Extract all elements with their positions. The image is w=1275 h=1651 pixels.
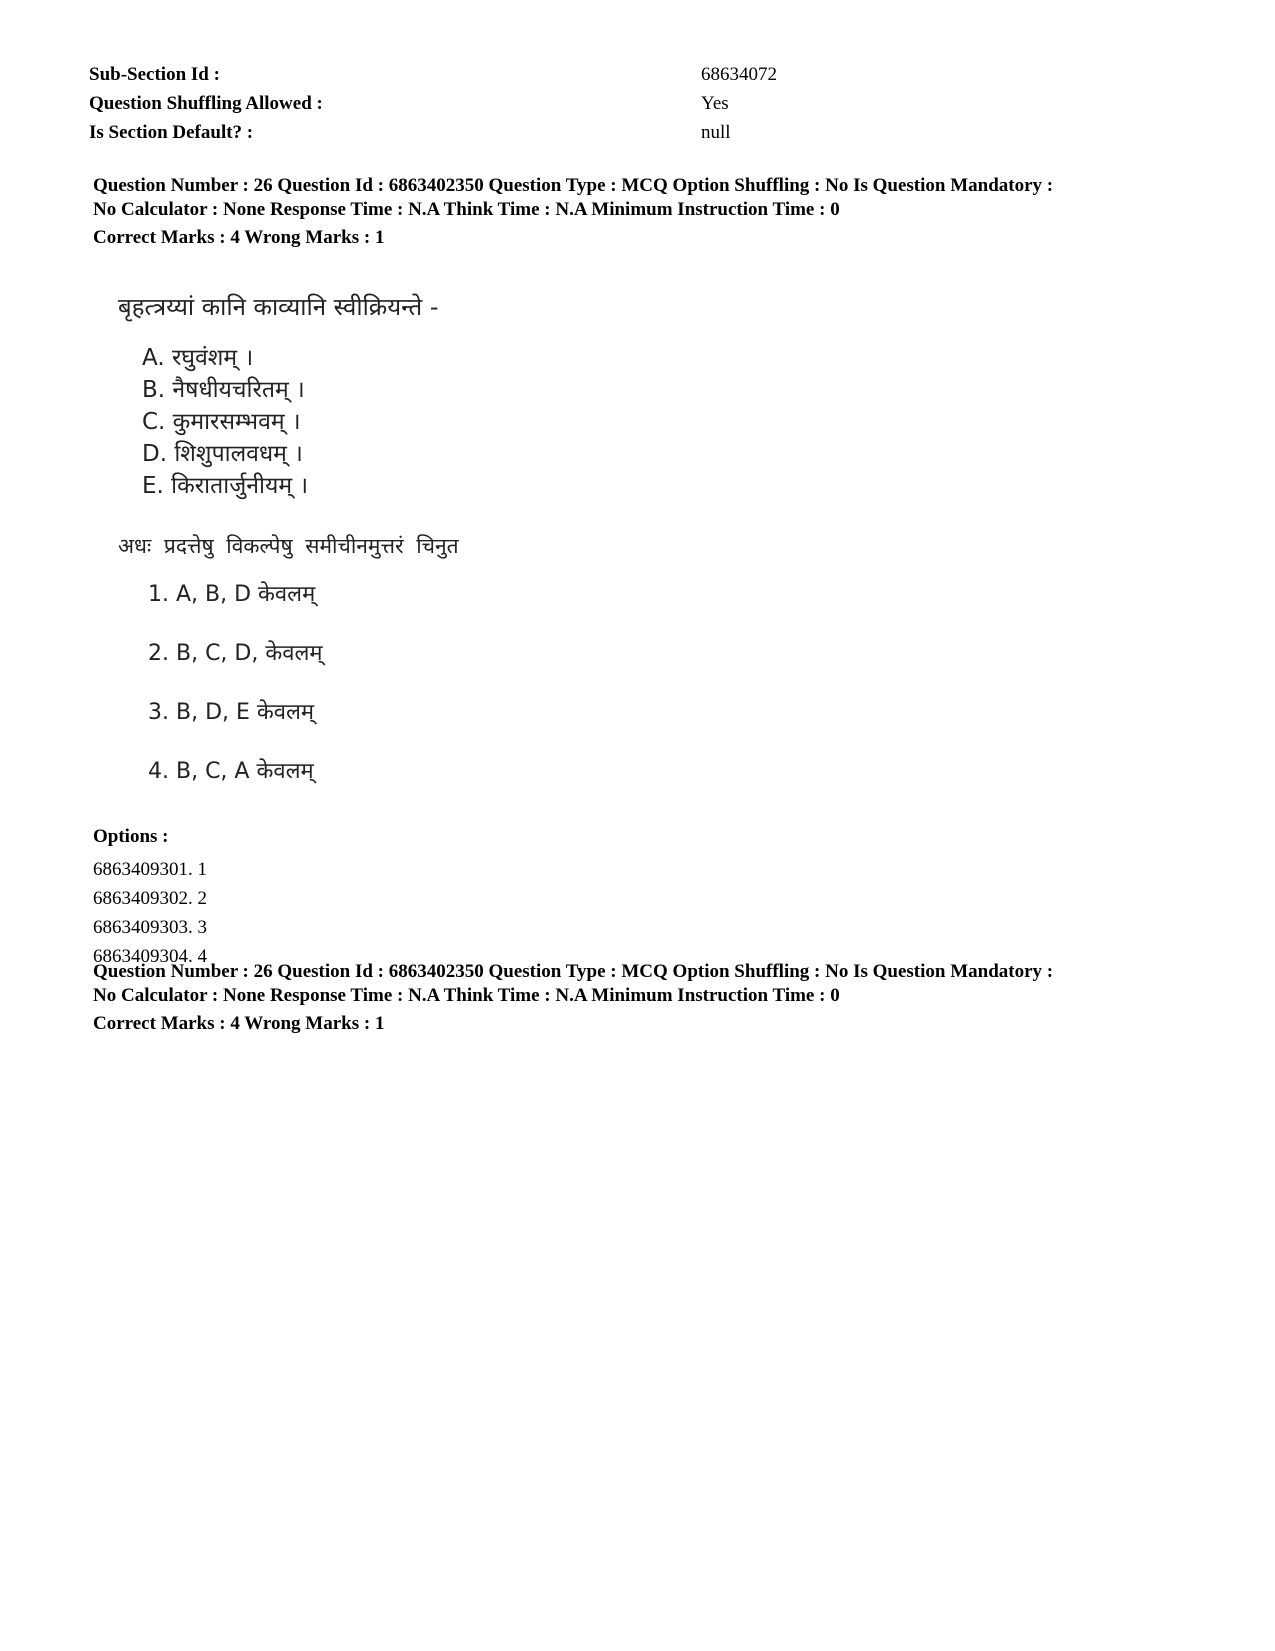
question-instruction: अधः प्रदत्तेषु विकल्पेषु समीचीनमुत्तरं चिनुत	[118, 534, 459, 558]
question-header-line2: No Calculator : None Response Time : N.A Think Time : N.A Minimum Instruction Time : 0	[93, 985, 840, 1006]
option-item: 6863409301. 1	[93, 859, 207, 880]
meta-label: Sub-Section Id :	[89, 64, 220, 85]
next-question-header	[93, 960, 1233, 1036]
choice-list	[148, 580, 323, 816]
question-body	[118, 290, 638, 800]
option-item: 6863409303. 3	[93, 917, 207, 938]
option-item: 6863409304. 4	[93, 946, 207, 967]
choice-item: 4. B, C, A केवलम्	[148, 759, 314, 784]
statement-item: E. किरातार्जुनीयम् ।	[142, 473, 309, 499]
question-marks: Correct Marks : 4 Wrong Marks : 1	[93, 227, 385, 248]
meta-value: 68634072	[701, 64, 777, 85]
meta-row-section-default	[89, 118, 1089, 147]
choice-item: 1. A, B, D केवलम्	[148, 582, 316, 607]
choice-item: 3. B, D, E केवलम्	[148, 700, 315, 725]
question-marks: Correct Marks : 4 Wrong Marks : 1	[93, 1013, 385, 1034]
statement-item: C. कुमारसम्भवम् ।	[142, 409, 301, 435]
question-header-line2: No Calculator : None Response Time : N.A Think Time : N.A Minimum Instruction Time : 0	[93, 199, 840, 220]
question-header	[93, 174, 1233, 250]
statement-item: D. शिशुपालवधम् ।	[142, 441, 303, 467]
question-stem: बृहत्त्रय्यां कानि काव्यानि स्वीक्रियन्ते -	[118, 293, 439, 321]
statement-item: B. नैषधीयचरितम् ।	[142, 377, 305, 403]
question-header-line1: Question Number : 26 Question Id : 6863402350 Question Type : MCQ Option Shuffling : No Is Question Mandatory :	[93, 175, 1054, 196]
meta-label: Is Section Default? :	[89, 122, 254, 143]
options-title: Options :	[93, 826, 169, 847]
meta-label: Question Shuffling Allowed :	[89, 93, 323, 114]
statement-list	[142, 342, 308, 502]
statement-item: A. रघुवंशम् ।	[142, 345, 254, 371]
choice-item: 2. B, C, D, केवलम्	[148, 641, 323, 666]
options-list	[93, 855, 207, 971]
meta-row-subsection-id	[89, 60, 1089, 89]
section-meta	[89, 60, 1089, 147]
meta-value: Yes	[701, 93, 729, 114]
question-header-line1: Question Number : 26 Question Id : 6863402350 Question Type : MCQ Option Shuffling : No Is Question Mandatory :	[93, 961, 1054, 982]
meta-value: null	[701, 122, 731, 143]
option-item: 6863409302. 2	[93, 888, 207, 909]
meta-row-shuffling-allowed	[89, 89, 1089, 118]
